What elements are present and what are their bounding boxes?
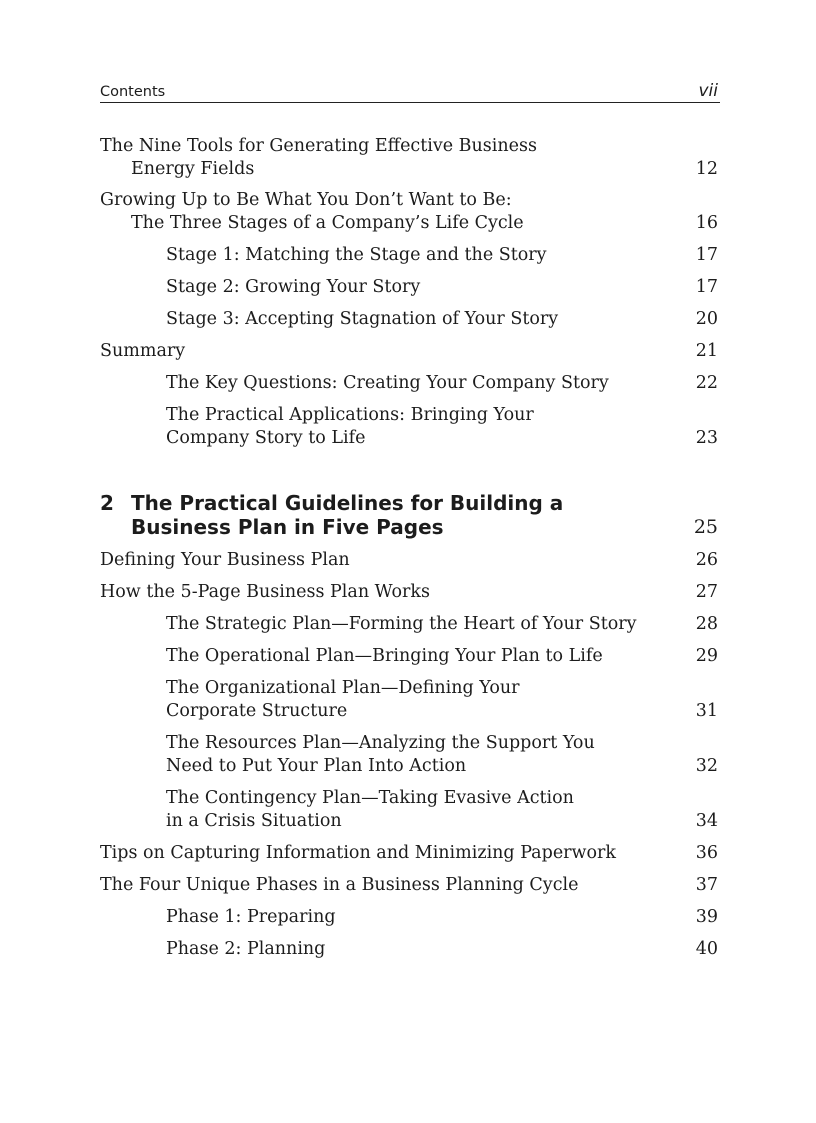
toc-entry-line: The Nine Tools for Generating Effective Business xyxy=(100,136,537,156)
toc-entry-page: 17 xyxy=(695,277,718,297)
toc-entry-title: Phase 2: Planning xyxy=(166,939,326,959)
running-header xyxy=(100,80,720,103)
toc-entry-title: Tips on Capturing Information and Minimizing Paperwork xyxy=(100,843,617,863)
header-section-title: Contents xyxy=(100,84,166,100)
toc-entry-page: 22 xyxy=(695,373,718,393)
toc-entry-title: Stage 1: Matching the Stage and the Story xyxy=(166,245,547,265)
toc-entry-title xyxy=(100,135,537,181)
toc-entry-page: 20 xyxy=(695,309,718,329)
toc-entry-line: The Organizational Plan—Defining Your xyxy=(166,678,520,698)
toc-entry-title: Stage 3: Accepting Stagnation of Your Story xyxy=(166,309,559,329)
toc-entry-title xyxy=(166,732,595,778)
toc-entry-title: The Four Unique Phases in a Business Planning Cycle xyxy=(100,875,579,895)
toc-entry-page: 17 xyxy=(695,245,718,265)
toc-entry-page: 12 xyxy=(695,159,718,179)
toc-entry-page: 32 xyxy=(695,756,718,776)
toc-entry-title: How the 5-Page Business Plan Works xyxy=(100,582,430,602)
toc-entry-title: The Operational Plan—Bringing Your Plan to Life xyxy=(166,646,603,666)
toc-entry-line: Energy Fields xyxy=(131,159,255,179)
toc-entry-title: The Key Questions: Creating Your Company Story xyxy=(166,373,609,393)
toc-entry-line: The Resources Plan—Analyzing the Support You xyxy=(166,733,595,753)
toc-entry-line: The Three Stages of a Company’s Life Cycle xyxy=(131,213,524,233)
toc-entry-page: 31 xyxy=(695,701,718,721)
toc-entry-page: 36 xyxy=(695,843,718,863)
toc-entry-page: 27 xyxy=(695,582,718,602)
toc-entry-page: 23 xyxy=(695,428,718,448)
toc-entry-page: 40 xyxy=(695,939,718,959)
toc-entry-page: 37 xyxy=(695,875,718,895)
header-page-number: vii xyxy=(698,81,718,101)
toc-entry-line: The Contingency Plan—Taking Evasive Action xyxy=(166,788,574,808)
toc-entry-title xyxy=(166,404,534,450)
chapter-number: 2 xyxy=(100,491,114,515)
toc-entry-line: Need to Put Your Plan Into Action xyxy=(166,756,467,776)
toc-entry-page: 26 xyxy=(695,550,718,570)
toc-entry-page: 39 xyxy=(695,907,718,927)
toc-entry-page: 16 xyxy=(695,213,718,233)
toc-entry-title: Phase 1: Preparing xyxy=(166,907,336,927)
toc-entry-title: Stage 2: Growing Your Story xyxy=(166,277,421,297)
toc-entry-title: The Strategic Plan—Forming the Heart of Your Story xyxy=(166,614,637,634)
toc-entry-line: Company Story to Life xyxy=(166,428,366,448)
toc-entry-page: 21 xyxy=(695,341,718,361)
toc-entry-page: 28 xyxy=(695,614,718,634)
toc-entry-line: The Practical Applications: Bringing Your xyxy=(166,405,534,425)
chapter-title-line: Business Plan in Five Pages xyxy=(131,515,444,539)
toc-entry-title: Defining Your Business Plan xyxy=(100,550,350,570)
chapter-page: 25 xyxy=(693,516,718,538)
toc-entry-title xyxy=(100,189,524,235)
toc-entry-title: Summary xyxy=(100,341,186,361)
toc-entry-line: Growing Up to Be What You Don’t Want to Be: xyxy=(100,190,512,210)
toc-entry-page: 29 xyxy=(695,646,718,666)
toc-entry-line: in a Crisis Situation xyxy=(166,811,342,831)
chapter-title-line: The Practical Guidelines for Building a xyxy=(131,491,564,515)
toc-entry-title xyxy=(166,677,520,723)
toc-entry-page: 34 xyxy=(695,811,718,831)
toc-entry-title xyxy=(166,787,574,833)
toc-entry-line: Corporate Structure xyxy=(166,701,348,721)
